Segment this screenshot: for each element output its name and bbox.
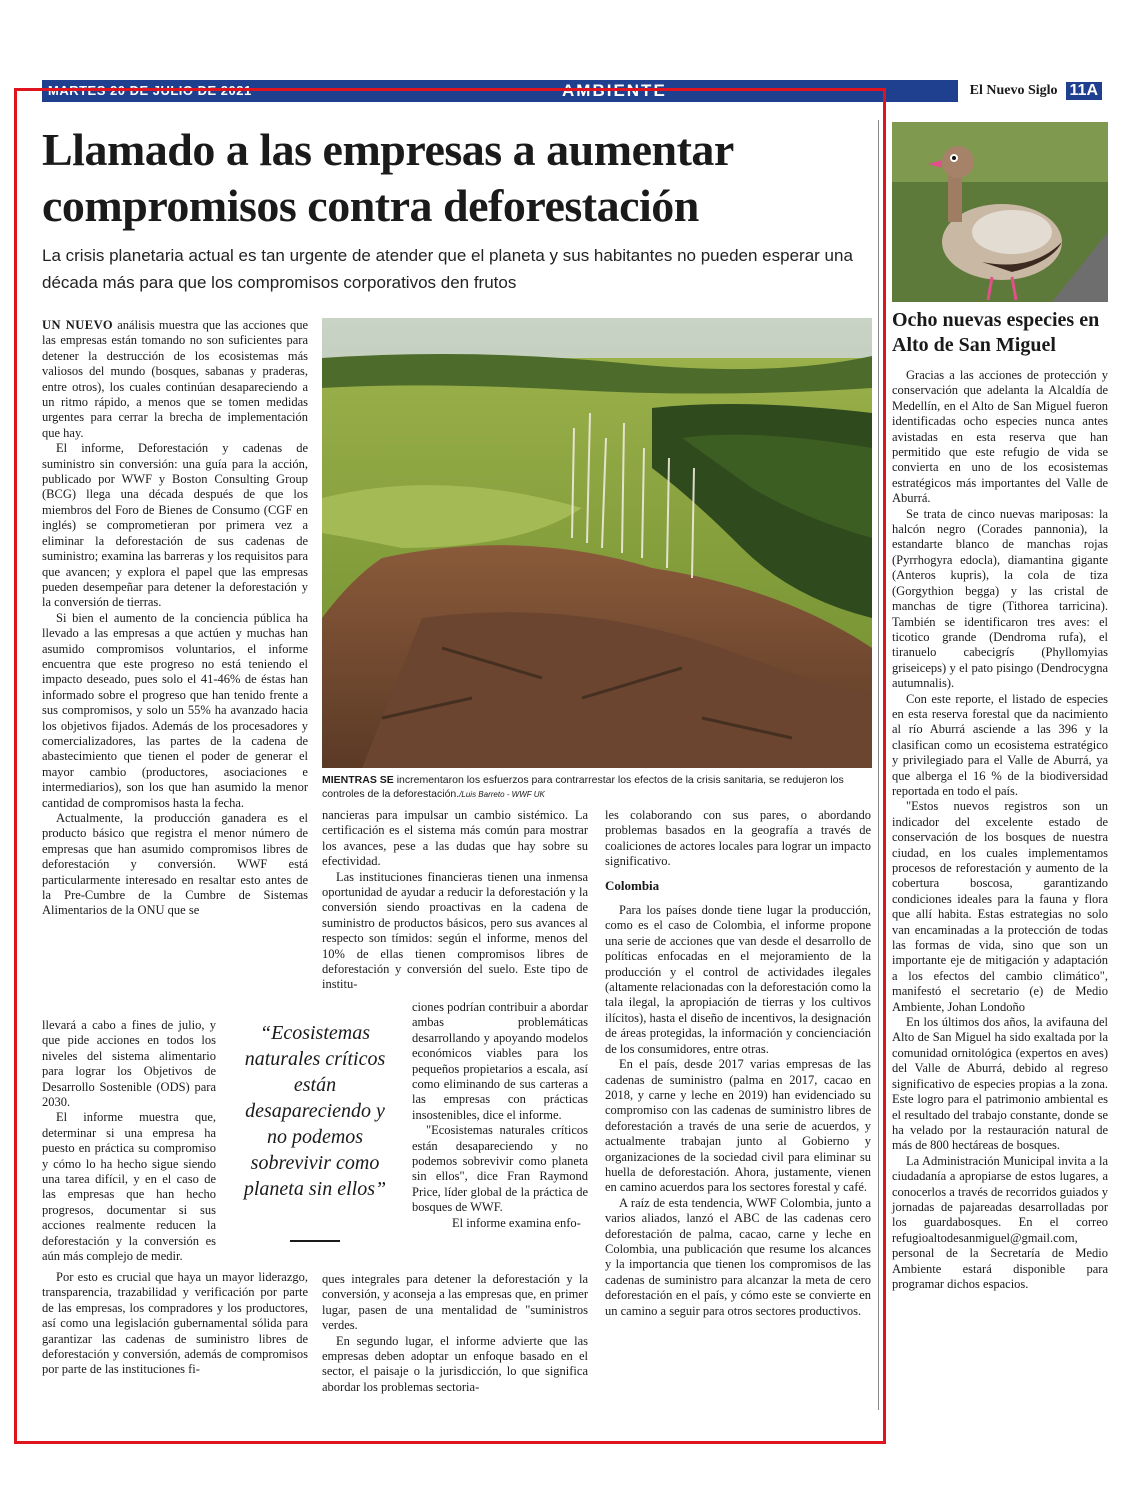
paragraph: En el país, desde 2017 varias empresas de las cadenas de suministro (palma en 2017, cacao en 2018, y carne y leche en 2019) han evidenciado su compromiso con las cadenas de suministro libres de deforestación a través de una serie de acuerdos, y actualmente trabajan junto al Gobierno y organizaciones de la sociedad civil para eliminar su huella de deforestación. Ahora, justamente, vienen en camino acuerdos para los sectores forestal y café. [605, 1057, 871, 1195]
section-name: AMBIENTE [562, 81, 667, 100]
paragraph: A raíz de esta tendencia, WWF Colombia, junto a varios aliados, lanzó el ABC de las cadenas cero deforestación de palma, cacao, carne y leche en Colombia, una publicación que resume los alcances y la importancia que tienen los compromisos de las cadenas de suministro para alcanzar la meta de cero deforestación en el país, y cómo este se convierte en un camino a seguir para otros sectores productivos. [605, 1195, 871, 1318]
duck-image [892, 122, 1108, 302]
paragraph: El informe muestra que, determinar si una empresa ha puesto en práctica su compromiso y cómo lo ha hecho sigue siendo una tarea difícil, y en el caso de las empresas que han hecho progresos, documentar si sus acciones realmente reducen la deforestación y la conversión es aún más complejo de medir. [42, 1110, 216, 1264]
photo-credit: /Luis Barreto - WWF UK [459, 790, 545, 799]
article-column-1-narrow [42, 1018, 216, 1265]
paragraph: Actualmente, la producción ganadera es el producto básico que registra el menor número de empresas que han asumido compromisos libres de deforestación y conversión. WWF está particularmente interesado en resaltar esto antes de la Pre-Cumbre de la Cumbre de Sistemas Alimentarios de la ONU que se [42, 811, 308, 918]
photo-caption [322, 773, 872, 802]
paragraph: les colaborando con sus pares, o abordando problemas basados en la geografía a través de coaliciones de actores locales para lograr un impacto significativo. [605, 808, 871, 869]
article-column-1 [42, 318, 308, 919]
sidebar-column [892, 368, 1108, 1292]
masthead-block [958, 80, 1106, 102]
page-number: 11A [1066, 82, 1102, 100]
paragraph: "Estos nuevos registros son un indicador del excelente estado de conservación de los bosques de nuestra ciudad, en los cuales implementamos procesos de reforestación y aumento de la cobertura boscosa, garantizando condiciones ideales para la fauna y flora que allí habita. Estas estrategias no solo van encaminadas a la protección de todas las formas de vida, sino que son un importante eje de mitigación y adaptación a los efectos del cambio climático", manifestó el secretario (e) de Medio Ambiente, Johan Londoño [892, 799, 1108, 1014]
paragraph-text: análisis muestra que las acciones que las empresas están tomando no son suficientes para detener la destrucción de los ecosistemas más valiosos del mundo (bosques, sabanas y praderas, entre otros), los cuales continúan desapareciendo a un ritmo rápido, a menos que se tomen medidas urgentes para cerrar la brecha de implementación que hay. [42, 318, 309, 440]
page-header-bar [42, 80, 1106, 102]
whistling-duck-photo [892, 122, 1108, 302]
deforestation-photo [322, 318, 872, 768]
deforestation-landscape-image [322, 318, 872, 768]
sidebar-title: Ocho nuevas especies en Alto de San Miguel [892, 309, 1100, 356]
paragraph: En los últimos dos años, la avifauna del Alto de San Miguel ha sido exaltada por la comunidad ornitológica (expertos en aves) del Valle de Aburrá, debido al regreso significativo de especies propias a la zona. Este logro para el patrimonio ambiental es el resultado del trabajo constante, donde se ha velado por la restauración natural de más de 800 hectáreas de bosques. [892, 1015, 1108, 1153]
paragraph: ciones podrían contribuir a abordar ambas problemáticas desarrollando y apoyando modelos económicos viables para los pequeños propietarios a escala, así como eliminando de sus carteras a las empresas con prácticas insostenibles, dice el informe. [412, 1000, 588, 1122]
pull-quote-rule [290, 1240, 340, 1242]
newspaper-name: El Nuevo Siglo [969, 83, 1058, 98]
paragraph: llevará a cabo a fines de julio, y que pide acciones en todos los niveles del sistema alimentario para lograr los Objetivos de Desarrollo Sostenible (ODS) para 2030. [42, 1018, 216, 1110]
paragraph: "Ecosistemas naturales críticos están desapareciendo y no podemos sobrevivir como planeta sin ellos", dice Fran Raymond Price, líder global de la práctica de bosques de WWF. [412, 1123, 588, 1215]
caption-text: incrementaron los esfuerzos para contrarrestar los efectos de la crisis sanitaria, se redujeron los controles de la deforestación. [322, 774, 844, 800]
paragraph: En segundo lugar, el informe advierte que las empresas deben adoptar un enfoque basado en el sector, el paisaje o la jurisdicción, lo que significa abordar los problemas sectoria- [322, 1333, 588, 1394]
paragraph: Si bien el aumento de la conciencia pública ha llevado a las empresas a que actúen y muchas han asumido compromisos voluntarios, el informe encuentra que este progreso no está teniendo el impacto deseado, pues solo el 41-46% de éstas han informado sobre el progreso que han tenido frente a sus compromisos, y solo un 55% ha avanzado hacia los objetivos fijados. Además de los procesadores y comercializadores, las partes de la cadena de abastecimiento que tienen el poder de generar el mayor cambio (productores, asociaciones e intermediarios), son los que han asumido la menor cantidad de compromisos hasta la fecha. [42, 610, 308, 810]
paragraph: ques integrales para detener la deforestación y la conversión, y aconseja a las empresas que, en primer lugar, pasen de una mentalidad de "suministros verdes. [322, 1272, 588, 1333]
pull-quote: “Ecosistemas naturales críticos están desapareciendo y no podemos sobrevivir como planeta sin ellos” [243, 1022, 387, 1200]
caption-lead: MIENTRAS SE [322, 774, 394, 786]
paragraph: Con este reporte, el listado de especies en esta reserva forestal que da nacimiento al río Aburrá asciende a las 396 y la clasifican como un ecosistema estratégico y privilegiado para el Valle de Aburrá, ya que alberga el 16 % de la biodiversidad reportada en todo el país. [892, 691, 1108, 798]
paragraph: El informe examina enfo- [452, 1215, 581, 1230]
column-divider [878, 120, 879, 1410]
article-subhead: La crisis planetaria actual es tan urgente de atender que el planeta y sus habitantes no pueden esperar una década más para que los compromisos corporativos den frutos [42, 246, 853, 292]
article-column-2-narrow [412, 1000, 588, 1231]
lead-paragraph [42, 318, 308, 441]
paragraph: Se trata de cinco nuevas mariposas: la halcón negro (Corades pannonia), la estandarte blanco de manchas rojas (Pyrrhogyra edocla), diamantina gigante (Anteros kupris), la cola de tiza (Gorgythion begga) y las cristal de manchas de tigre (Tithorea tarricina). También se identificaron tres aves: el ticotico grande (Dendroma rufa), el tiranuelo cabecigrís (Phyllomyias griseiceps) y el pato pisingo (Dendrocygna autumnalis). [892, 506, 1108, 691]
paragraph: Gracias a las acciones de protección y conservación que adelanta la Alcaldía de Medellín, en el Alto de San Miguel fueron identificadas ocho especies nunca antes avistadas en esta reserva que han permitido que este refugio de vida se convierta en uno de los ecosistemas estratégicos más importantes del Valle de Aburrá. [892, 368, 1108, 506]
issue-date: MARTES 20 DE JULIO DE 2021 [48, 83, 252, 98]
paragraph: Para los países donde tiene lugar la producción, como es el caso de Colombia, el informe propone una serie de acciones que van desde el desarrollo de políticas enfocadas en el mejoramiento de la producción y el control de actividades ilegales (altamente relacionadas con la deforestación como la tala ilegal, la apropiación de tierras y los cultivos ilícitos), hasta el diseño de incentivos, la designación de áreas protegidas, la información y concienciación de los consumidores, entre otras. [605, 903, 871, 1056]
article-column-3 [605, 808, 871, 1319]
paragraph: nancieras para impulsar un cambio sistémico. La certificación es el sistema más común para mostrar los avances, pese a las dudas que hay sobre su efectividad. [322, 808, 588, 869]
article-column-2-bottom [322, 1272, 588, 1395]
colombia-subhead: Colombia [605, 877, 660, 893]
article-headline: Llamado a las empresas a aumentar compromisos contra deforestación [42, 124, 733, 231]
paragraph: El informe, Deforestación y cadenas de suministro sin conversión: una guía para la acción, publicado por WWF y Boston Consulting Group (BCG) llega una década después de que los miembros del Foro de Bienes de Consumo (CGF en inglés) se comprometieran por primera vez a eliminar la deforestación de sus cadenas de suministro; examina las barreras y los requisitos para que avancen; y explora el papel que las empresas pueden desempeñar para detener la deforestación y la conversión de tierras. [42, 441, 308, 610]
paragraph: La Administración Municipal invita a la ciudadanía a apropiarse de estos lugares, a conocerlos a través de recorridos guiados y jornadas de pajareadas desarrolladas por los guardabosques. En el correo refugioaltodesanmiguel@gmail.com, personal de la Secretaría de Medio Ambiente estará disponible para programar dichos espacios. [892, 1153, 1108, 1291]
article-column-1-bottom [42, 1270, 308, 1378]
lead-word: UN NUEVO [42, 318, 114, 332]
paragraph: Por esto es crucial que haya un mayor liderazgo, transparencia, trazabilidad y verificación por parte de las empresas, los compradores y los productores, así como una legislación gubernamental sólida para garantizar las cadenas de suministro libres de deforestación y conversión, además de compromisos por parte de las instituciones fi- [42, 1270, 308, 1377]
paragraph: Las instituciones financieras tienen una inmensa oportunidad de ayudar a reducir la deforestación y la conversión siendo proactivas en la cadena de suministro de productos básicos, pero sus avances al respecto son tímidos: según el informe, menos del 10% de ellas tienen compromisos libres de deforestación y conversión del suelo. Este tipo de institu- [322, 869, 588, 992]
article-column-2-top [322, 808, 588, 993]
